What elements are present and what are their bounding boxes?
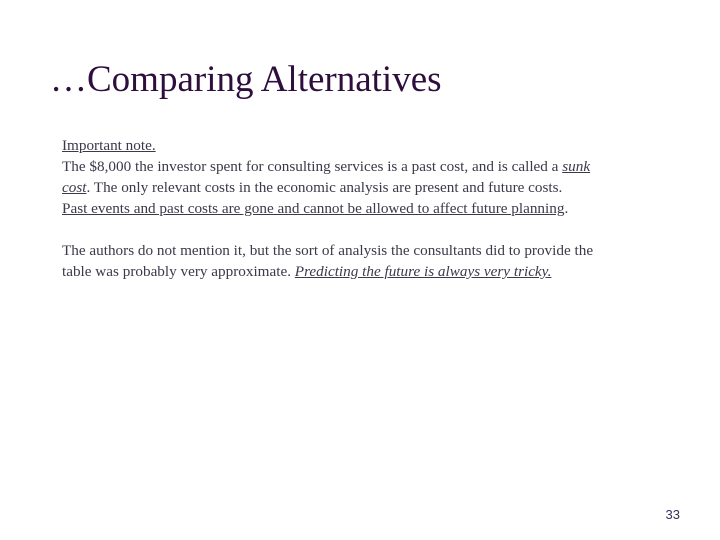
page-number: 33 [665,507,680,522]
paragraph2-line2 [62,261,702,282]
paragraph1-line2-text: . The only relevant costs in the economic analysis are present and future costs. [86,179,563,196]
sunk-term: sunk [562,158,591,175]
note-heading-line [62,135,702,156]
paragraph2-line1: The authors do not mention it, but the sort of analysis the consultants did to provide the [62,242,594,259]
slide-title: …Comparing Alternatives [50,59,442,100]
paragraph1-line3-end: . [564,200,569,217]
paragraph1-line1-text: The $8,000 the investor spent for consulting services is a past cost, and is called a [62,158,563,175]
predicting-future-emphasis: Predicting the future is always very tricky. [294,263,552,280]
note-heading: Important note. [62,137,156,154]
paragraph2-line2-text: table was probably very approximate. [62,263,295,280]
paragraph1-line1 [62,156,702,177]
paragraph1-line3 [62,198,702,219]
slide-body [62,135,702,282]
past-events-statement: Past events and past costs are gone and cannot be allowed to affect future planning [62,200,565,217]
paragraph1-line2 [62,177,702,198]
paragraph-spacer [62,219,702,240]
cost-term: cost [62,179,87,196]
